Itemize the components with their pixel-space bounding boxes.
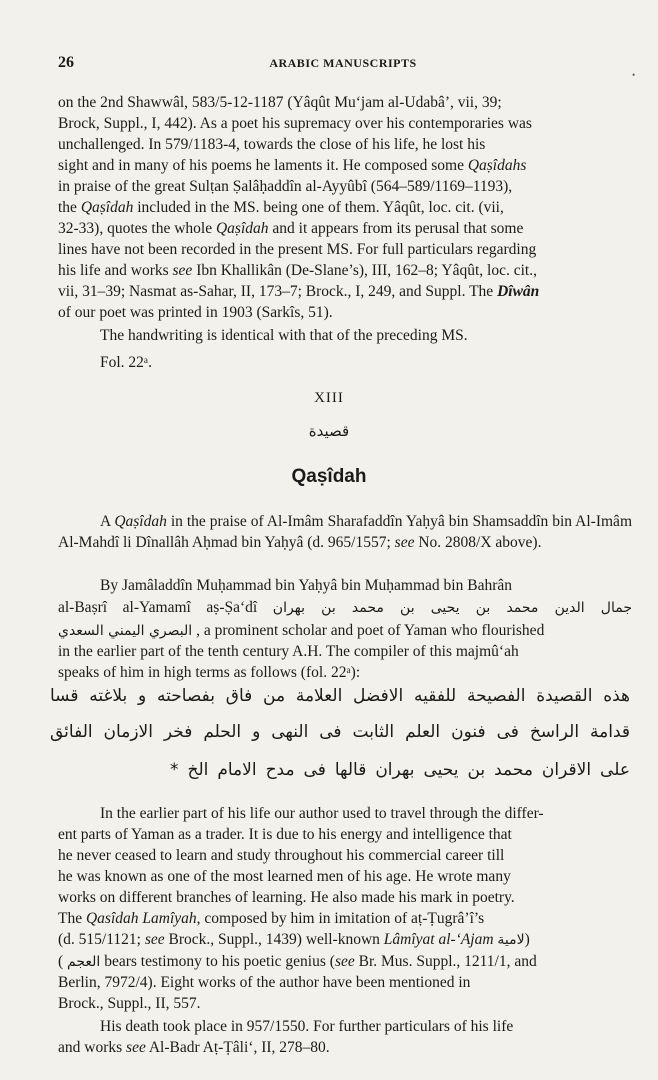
text-span: al-Baṣrî al-Yamamî aṣ-Ṣa‘dî xyxy=(58,599,273,616)
text-span: Al-Badr Aṭ-Ṭâli‘, II, 278–80. xyxy=(145,1039,330,1056)
text-line xyxy=(58,260,632,281)
text-line: ent parts of Yaman as a trader. It is due to his energy and intelligence that xyxy=(58,826,512,843)
text-line xyxy=(58,197,632,218)
text-line: (d. 515/1121; see Brock., Suppl., 1439) well-known Lâmîyat al-‘Ajam لامية) xyxy=(58,931,530,948)
text-line xyxy=(58,155,632,176)
text-line: His death took place in 957/1550. For further particulars of his life xyxy=(100,1018,514,1035)
text-span: in the praise of Al-Imâm Sharafaddîn Yaḥyâ bin Shamsaddîn bin Al-Imâm Al-Mahdî li Dînallâh Aḥmad bin Yaḥyâ (d. 965/1557; xyxy=(58,513,632,551)
paragraph-description xyxy=(58,511,632,553)
text-line xyxy=(58,281,632,302)
text-span: 32-33), quotes the whole xyxy=(58,220,216,237)
text-line: speaks of him in high terms as follows (fol. 22ᵃ): xyxy=(58,664,361,681)
arabic-line: هذه القصيدة الفصيحة للفقيه الافضل العلامة من فاق بفصاحته و بلاغته قسا xyxy=(50,686,630,706)
section-number: XIII xyxy=(314,390,344,406)
text-span: Br. Mus. Suppl., 1211/1, and xyxy=(354,953,537,970)
text-span: , a prominent scholar and poet of Yaman who flourished xyxy=(192,622,545,639)
text-line: Brock., Suppl., II, 557. xyxy=(58,995,201,1012)
text-span: (d. 515/1121; xyxy=(58,931,145,948)
folio-reference: Fol. 22ᵃ. xyxy=(100,354,153,371)
text-span: bears testimony to his poetic genius ( xyxy=(100,953,335,970)
italic-term: see xyxy=(172,262,193,279)
text-line: unchallenged. In 579/1183-4, towards the close of his life, he lost his xyxy=(58,136,486,153)
section-title: Qaṣîdah xyxy=(291,466,367,487)
text-line: ( العجم bears testimony to his poetic genius (see Br. Mus. Suppl., 1211/1, and xyxy=(58,953,537,970)
italic-term: Qaṣîdahs xyxy=(467,157,527,174)
text-span: the xyxy=(58,199,81,216)
italic-term: Qaṣîdah xyxy=(80,199,134,216)
text-span: The xyxy=(58,910,86,927)
italic-term: Qaṣîdah xyxy=(114,513,167,530)
text-span: vii, 31–39; Nasmat as-Sahar, II, 173–7; Brock., I, 249, and Suppl. The xyxy=(58,283,498,300)
italic-term: Lâmîyat al-‘Ajam xyxy=(383,931,494,948)
italic-term: see xyxy=(144,931,165,948)
text-line: he never ceased to learn and study throughout his commercial career till xyxy=(58,847,505,864)
text-span: and it appears from its perusal that some xyxy=(268,220,524,237)
text-span: A xyxy=(100,513,115,530)
text-line: on the 2nd Shawwâl, 583/5-12-1187 (Yâqût Mu‘jam al-Udabâ’, vii, 39; xyxy=(58,94,502,111)
text-span: and works xyxy=(58,1039,127,1056)
text-line: In the earlier part of his life our author used to travel through the differ- xyxy=(100,805,544,822)
text-span: included in the MS. being one of them. Yâqût, loc. cit. (vii, xyxy=(133,199,504,216)
text-span: Ibn Khallikân (De-Slane’s), III, 162–8; Yâqût, loc. cit., xyxy=(192,262,537,279)
text-line: By Jamâladdîn Muḥammad bin Yaḥyâ bin Muḥammad bin Bahrân xyxy=(100,577,512,594)
text-line xyxy=(58,908,632,929)
text-line: in praise of the great Sulṭan Ṣalâḥaddîn al-Ayyûbî (564–589/1169–1193), xyxy=(58,178,513,195)
text-line: Berlin, 7972/4). Eight works of the author have been mentioned in xyxy=(58,974,471,991)
page-header xyxy=(58,54,628,76)
arabic-term: العجم xyxy=(67,954,101,970)
text-line xyxy=(58,1037,632,1058)
text-line: in the earlier part of the tenth century A.H. The compiler of this majmû‘ah xyxy=(58,643,519,660)
italic-term: Dîwân xyxy=(497,283,540,300)
text-span: sight and in many of his poems he laments it. He composed some xyxy=(58,157,468,174)
italic-term: Qaṣîdah xyxy=(215,220,269,237)
arabic-name: البصري اليمني السعدي xyxy=(58,623,193,639)
arabic-name: جمال الدين محمد بن يحيى بن محمد بن بهران xyxy=(272,600,632,616)
text-span: Brock., Suppl., 1439) well-known xyxy=(164,931,384,948)
text-line: he was known as one of the most learned men of his age. He wrote many xyxy=(58,868,511,885)
section-arabic-title: قصيدة xyxy=(308,422,350,440)
italic-term: Qasîdah Lamîyah xyxy=(85,910,197,927)
text-line: of our poet was printed in 1903 (Sarkîs, 51). xyxy=(58,304,333,321)
italic-term: see xyxy=(394,534,415,551)
ink-speck: • xyxy=(632,70,636,80)
text-line: Brock, Suppl., I, 442). As a poet his supremacy over his contemporaries was xyxy=(58,115,532,132)
text-span: , composed by him in imitation of aṭ-Ṭugrâ’î’s xyxy=(196,910,485,927)
text-line: works on different branches of learning. He also made his mark in poetry. xyxy=(58,889,515,906)
italic-term: see xyxy=(334,953,355,970)
text-span: No. 2808/X above). xyxy=(414,534,542,551)
arabic-line: على الاقران محمد بن يحيى بهران قالها فى مدح الامام الخ * xyxy=(170,760,630,780)
arabic-line: قدامة الراسخ فى فنون العلم الثابت فى النهى و الحلم فخر الازمان الفائق xyxy=(50,722,630,742)
running-head: ARABIC MANUSCRIPTS xyxy=(269,56,417,70)
text-line xyxy=(58,218,632,239)
text-span: his life and works xyxy=(58,262,173,279)
page-number: 26 xyxy=(58,54,74,71)
paragraph-handwriting: The handwriting is identical with that of the preceding MS. xyxy=(100,327,468,344)
text-line: lines have not been recorded in the present MS. For full particulars regarding xyxy=(58,241,537,258)
text-line xyxy=(58,620,632,642)
italic-term: see xyxy=(126,1039,146,1056)
arabic-term: لامية xyxy=(497,932,525,948)
text-line xyxy=(58,597,632,619)
